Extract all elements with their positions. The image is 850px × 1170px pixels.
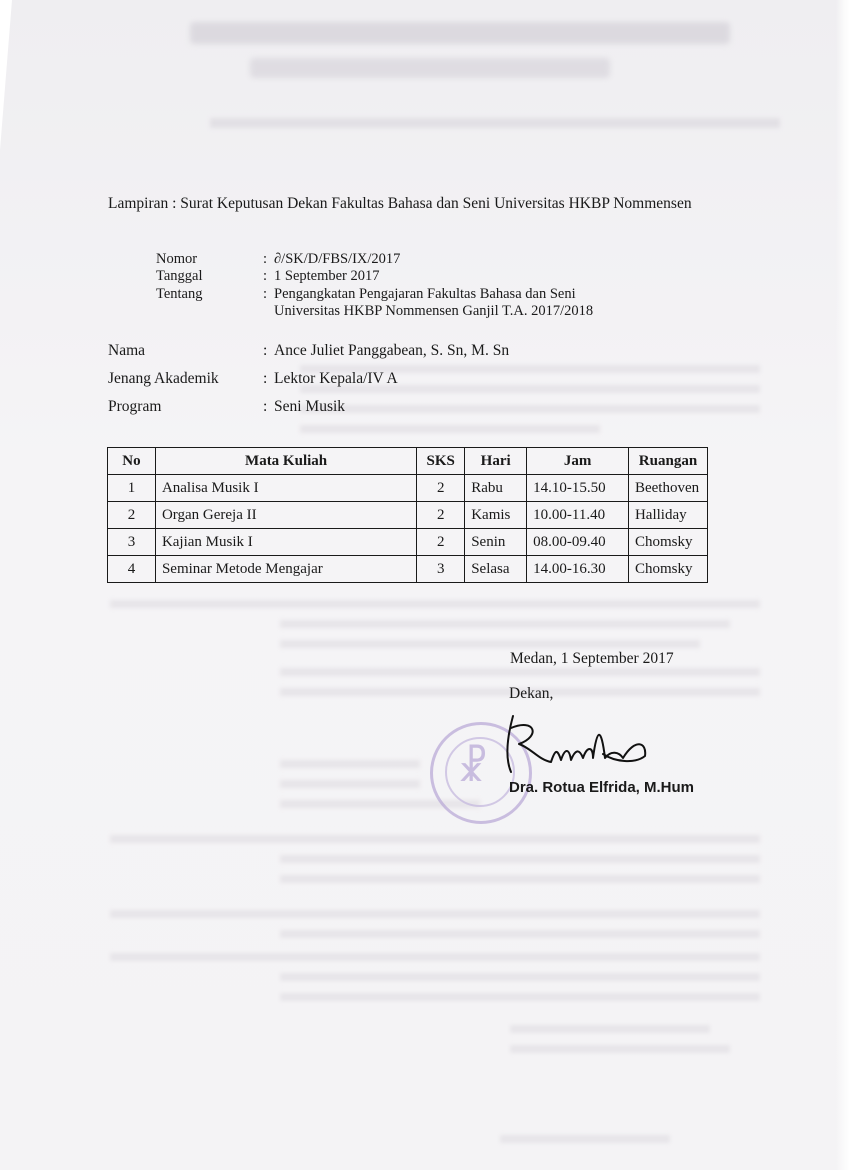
cell-day: Rabu [465, 475, 527, 502]
table-header-row [108, 448, 708, 475]
meta-value-tanggal: 1 September 2017 [274, 268, 380, 284]
showthrough-line [110, 835, 760, 843]
meta-colon: : [263, 286, 268, 302]
showthrough-line [280, 760, 420, 768]
table-row [108, 529, 708, 556]
showthrough-line [280, 973, 760, 981]
showthrough-address [210, 118, 780, 128]
cell-no: 2 [108, 502, 156, 529]
showthrough-line [280, 780, 420, 788]
meta-colon: : [263, 268, 268, 284]
info-value-nama: Ance Juliet Panggabean, S. Sn, M. Sn [274, 342, 510, 359]
cell-day: Selasa [465, 556, 527, 583]
showthrough-line [280, 930, 760, 938]
meta-value-nomor: ∂/SK/D/FBS/IX/2017 [274, 251, 401, 267]
info-colon: : [263, 398, 268, 415]
signer-title: Dekan, [509, 685, 554, 702]
folded-corner [0, 0, 12, 150]
place-date: Medan, 1 September 2017 [510, 650, 674, 667]
column-header: Hari [465, 448, 527, 475]
paper-edge [836, 0, 850, 1170]
cell-day: Kamis [465, 502, 527, 529]
showthrough-line [110, 600, 760, 608]
showthrough-line [280, 993, 760, 1001]
info-colon: : [263, 342, 268, 359]
cell-room: Beethoven [628, 475, 707, 502]
showthrough-line [110, 910, 760, 918]
cell-no: 3 [108, 529, 156, 556]
cell-sks: 2 [417, 475, 465, 502]
cell-course: Kajian Musik I [155, 529, 416, 556]
attachment-heading: Lampiran : Surat Keputusan Dekan Fakultas Bahasa dan Seni Universitas HKBP Nommensen [108, 195, 692, 212]
column-header: SKS [417, 448, 465, 475]
info-colon: : [263, 370, 268, 387]
stamp-emblem-icon: ☧ [457, 745, 489, 791]
showthrough-line [280, 875, 760, 883]
showthrough-line [280, 668, 760, 676]
info-label-nama: Nama [108, 342, 146, 359]
handwritten-signature [495, 708, 660, 778]
meta-value-tentang: Pengangkatan Pengajaran Fakultas Bahasa dan Seni [274, 286, 576, 302]
column-header: Mata Kuliah [155, 448, 416, 475]
meta-label-tentang: Tentang [156, 286, 203, 302]
cell-course: Seminar Metode Mengajar [155, 556, 416, 583]
column-header: No [108, 448, 156, 475]
cell-sks: 2 [417, 502, 465, 529]
cell-no: 1 [108, 475, 156, 502]
info-label-program: Program [108, 398, 162, 415]
meta-label-tanggal: Tanggal [156, 268, 203, 284]
meta-colon: : [263, 251, 268, 267]
cell-time: 08.00-09.40 [527, 529, 629, 556]
showthrough-line [510, 1045, 730, 1053]
column-header: Jam [527, 448, 629, 475]
meta-value-tentang-line2: Universitas HKBP Nommensen Ganjil T.A. 2017/2018 [274, 303, 594, 319]
cell-course: Organ Gereja II [155, 502, 416, 529]
showthrough-letterhead-sub [250, 58, 610, 78]
cell-course: Analisa Musik I [155, 475, 416, 502]
showthrough-line [500, 1135, 670, 1143]
cell-time: 10.00-11.40 [527, 502, 629, 529]
showthrough-line [280, 620, 730, 628]
cell-time: 14.10-15.50 [527, 475, 629, 502]
course-table [107, 447, 708, 583]
meta-label-nomor: Nomor [156, 251, 198, 267]
table-row [108, 475, 708, 502]
cell-room: Halliday [628, 502, 707, 529]
showthrough-letterhead [190, 22, 730, 44]
showthrough-line [300, 405, 760, 413]
cell-time: 14.00-16.30 [527, 556, 629, 583]
table-row [108, 502, 708, 529]
cell-no: 4 [108, 556, 156, 583]
showthrough-line [300, 425, 600, 433]
showthrough-line [280, 640, 700, 648]
cell-room: Chomsky [628, 556, 707, 583]
info-value-program: Seni Musik [274, 398, 346, 415]
cell-sks: 3 [417, 556, 465, 583]
cell-room: Chomsky [628, 529, 707, 556]
signer-name: Dra. Rotua Elfrida, M.Hum [509, 779, 695, 796]
info-value-jenjang: Lektor Kepala/IV A [274, 370, 398, 387]
showthrough-line [110, 953, 760, 961]
cell-sks: 2 [417, 529, 465, 556]
showthrough-line [510, 1025, 710, 1033]
column-header: Ruangan [628, 448, 707, 475]
showthrough-line [280, 855, 760, 863]
table-row [108, 556, 708, 583]
cell-day: Senin [465, 529, 527, 556]
info-label-jenjang: Jenang Akademik [108, 370, 219, 387]
